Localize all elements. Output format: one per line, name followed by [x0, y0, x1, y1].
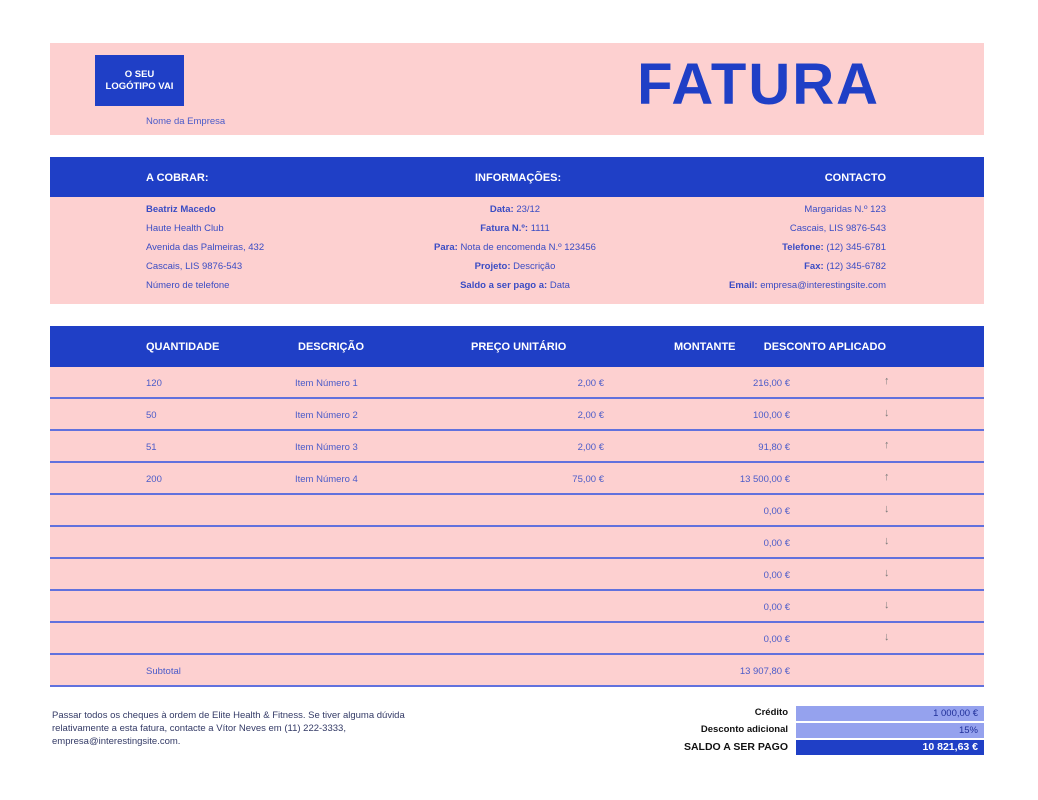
table-row — [50, 495, 984, 527]
table-row — [50, 463, 984, 495]
contact-block — [729, 204, 886, 299]
th-discount: DESCONTO APLICADO — [763, 341, 886, 353]
cell-amount[interactable]: 0,00 € — [763, 602, 790, 613]
cell-amount[interactable]: 0,00 € — [763, 570, 790, 581]
cell-quantity[interactable]: 51 — [146, 442, 157, 453]
cell-description[interactable]: Item Número 2 — [295, 410, 358, 421]
invoice-header — [50, 43, 984, 135]
detail-for: Para: Nota de encomenda N.º 123456 — [434, 242, 596, 253]
cell-quantity[interactable]: 50 — [146, 410, 157, 421]
table-row — [50, 591, 984, 623]
table-row — [50, 559, 984, 591]
contact-street: Margaridas N.º 123 — [804, 204, 886, 215]
cell-amount[interactable]: 0,00 € — [763, 538, 790, 549]
table-header — [50, 326, 984, 367]
company-name[interactable]: Nome da Empresa — [146, 116, 226, 127]
info-heading: INFORMAÇÕES: — [475, 172, 562, 184]
detail-due: Saldo a ser pago a: Data — [460, 280, 570, 291]
balance-label: SALDO A SER PAGO — [683, 741, 788, 753]
th-quantity: QUANTIDADE — [146, 341, 220, 353]
arrow-down-icon: ↓ — [884, 599, 890, 611]
arrow-up-icon: ↑ — [884, 439, 890, 451]
bill-to-heading: A COBRAR: — [146, 172, 209, 184]
info-section — [50, 197, 984, 304]
cell-amount[interactable]: 13 500,00 € — [739, 474, 790, 485]
credit-label: Crédito — [754, 707, 788, 718]
bill-to-block — [146, 204, 264, 299]
discount-row — [640, 723, 984, 738]
cell-unit-price[interactable]: 75,00 € — [572, 474, 604, 485]
arrow-down-icon: ↓ — [884, 631, 890, 643]
cell-amount[interactable]: 0,00 € — [763, 506, 790, 517]
arrow-down-icon: ↓ — [884, 567, 890, 579]
invoice-title: FATURA — [637, 52, 880, 117]
balance-row — [640, 740, 984, 755]
detail-project: Projeto: Descrição — [474, 261, 556, 272]
bill-to-street[interactable]: Avenida das Palmeiras, 432 — [146, 242, 265, 253]
credit-row — [640, 706, 984, 721]
arrow-down-icon: ↓ — [884, 407, 890, 419]
cell-quantity[interactable]: 120 — [146, 378, 162, 389]
subtotal-row — [50, 655, 984, 687]
items-table — [50, 367, 984, 687]
cell-unit-price[interactable]: 2,00 € — [577, 442, 604, 453]
detail-invoice-number: Fatura N.º: 1111 — [480, 223, 550, 234]
cell-description[interactable]: Item Número 4 — [295, 474, 358, 485]
detail-date: Data: 23/12 — [489, 204, 541, 215]
arrow-up-icon: ↑ — [884, 471, 890, 483]
balance-value[interactable]: 10 821,63 € — [796, 740, 984, 755]
cell-amount[interactable]: 91,80 € — [758, 442, 790, 453]
payment-note[interactable]: Passar todos os cheques à ordem de Elite Health & Fitness. Se tiver alguma dúvida relativamente a esta fatura, contacte a Vítor Neves em (11) 222-3333, empresa@interestingsite.com. — [52, 710, 405, 747]
bill-to-name[interactable]: Beatriz Macedo — [146, 204, 216, 215]
cell-unit-price[interactable]: 2,00 € — [577, 410, 604, 421]
arrow-up-icon: ↑ — [884, 375, 890, 387]
arrow-down-icon: ↓ — [884, 535, 890, 547]
cell-amount[interactable]: 216,00 € — [753, 378, 790, 389]
credit-value[interactable]: 1 000,00 € — [796, 706, 984, 721]
table-row — [50, 431, 984, 463]
arrow-down-icon: ↓ — [884, 503, 890, 515]
contact-fax: Fax: (12) 345-6782 — [804, 261, 886, 272]
table-row — [50, 623, 984, 655]
bill-to-phone[interactable]: Número de telefone — [146, 280, 230, 291]
th-description: DESCRIÇÃO — [298, 341, 365, 353]
discount-value[interactable]: 15% — [796, 723, 984, 738]
subtotal-value[interactable]: 13 907,80 € — [739, 666, 790, 677]
cell-amount[interactable]: 100,00 € — [753, 410, 790, 421]
table-row — [50, 399, 984, 431]
bill-to-city[interactable]: Cascais, LIS 9876-543 — [146, 261, 243, 272]
totals-block — [640, 706, 984, 757]
logo-placeholder[interactable]: O SEU LOGÓTIPO VAI — [95, 55, 184, 106]
cell-amount[interactable]: 0,00 € — [763, 634, 790, 645]
contact-email: Email: empresa@interestingsite.com — [729, 280, 886, 291]
discount-label: Desconto adicional — [700, 724, 788, 735]
info-header-bar — [50, 157, 984, 197]
subtotal-label: Subtotal — [146, 666, 181, 677]
details-block — [310, 204, 720, 299]
table-row — [50, 527, 984, 559]
contact-phone: Telefone: (12) 345-6781 — [782, 242, 886, 253]
cell-description[interactable]: Item Número 1 — [295, 378, 358, 389]
table-row — [50, 367, 984, 399]
th-amount: MONTANTE — [674, 341, 736, 353]
bill-to-company[interactable]: Haute Health Club — [146, 223, 224, 234]
cell-unit-price[interactable]: 2,00 € — [577, 378, 604, 389]
cell-description[interactable]: Item Número 3 — [295, 442, 358, 453]
cell-quantity[interactable]: 200 — [146, 474, 162, 485]
th-unit-price: PREÇO UNITÁRIO — [471, 341, 567, 353]
contact-heading: CONTACTO — [824, 172, 886, 184]
contact-city: Cascais, LIS 9876-543 — [789, 223, 886, 234]
